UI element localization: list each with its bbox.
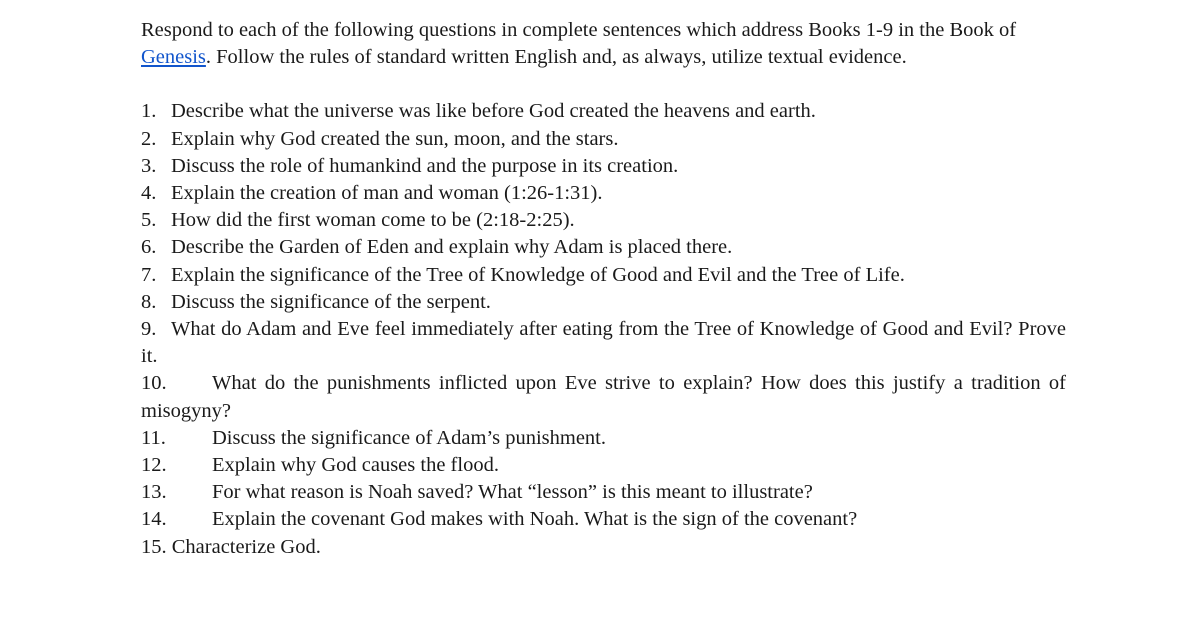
instructions-text-end: . Follow the rules of standard written English and, as always, utilize textual evidence. <box>205 46 907 69</box>
question-number: 1. <box>141 100 157 123</box>
question-text: What do Adam and Eve feel immediately after eating from the Tree of Knowledge of Good and Evil? Prove it. <box>141 318 1066 368</box>
question-text: Characterize God. <box>171 535 321 558</box>
question-text: What do the punishments inflicted upon Eve strive to explain? How does this justify a tradition of misogyny? <box>141 372 1066 422</box>
question-number: 10. <box>141 372 167 395</box>
question-number: 7. <box>141 263 157 286</box>
question-number: 6. <box>141 236 157 259</box>
question-item-11 <box>141 425 1066 452</box>
question-number: 14. <box>141 508 167 531</box>
question-number: 2. <box>141 127 157 150</box>
question-number: 3. <box>141 154 157 177</box>
question-text: Describe the Garden of Eden and explain why Adam is placed there. <box>171 236 733 259</box>
question-text: For what reason is Noah saved? What “lesson” is this meant to illustrate? <box>212 481 813 504</box>
question-text: Discuss the significance of Adam’s punishment. <box>212 426 606 449</box>
question-item-14 <box>141 506 1066 533</box>
question-item-2 <box>141 126 1066 153</box>
document-page <box>141 17 1066 561</box>
question-item-6 <box>141 234 1066 261</box>
question-number: 9. <box>141 318 157 341</box>
question-text: Explain why God causes the flood. <box>212 454 499 477</box>
question-number: 5. <box>141 209 157 232</box>
question-text: Discuss the significance of the serpent. <box>171 290 491 313</box>
question-item-1 <box>141 98 1066 125</box>
question-item-13 <box>141 479 1066 506</box>
question-item-4 <box>141 180 1066 207</box>
question-text: Explain the significance of the Tree of Knowledge of Good and Evil and the Tree of Life. <box>171 263 905 286</box>
instructions-text-start: Respond to each of the following questions in complete sentences which address Books 1-9 in the Book of <box>141 19 1017 41</box>
question-number: 13. <box>141 481 167 504</box>
question-text: Describe what the universe was like before God created the heavens and earth. <box>171 100 816 123</box>
question-item-15 <box>141 534 1066 561</box>
question-number: 15. <box>141 535 167 558</box>
question-text: Discuss the role of humankind and the purpose in its creation. <box>171 154 679 177</box>
question-item-7 <box>141 262 1066 289</box>
question-text: Explain the creation of man and woman (1:26-1:31). <box>171 182 603 205</box>
question-item-3 <box>141 153 1066 180</box>
question-item-5 <box>141 207 1066 234</box>
genesis-link[interactable]: Genesis <box>141 46 206 69</box>
question-item-8 <box>141 289 1066 316</box>
question-text: Explain the covenant God makes with Noah. What is the sign of the covenant? <box>212 508 858 531</box>
question-item-10 <box>141 370 1066 424</box>
question-number: 4. <box>141 182 157 205</box>
question-item-9 <box>141 316 1066 370</box>
question-item-12 <box>141 452 1066 479</box>
question-number: 8. <box>141 290 157 313</box>
instructions-paragraph <box>141 17 1066 71</box>
question-number: 12. <box>141 454 167 477</box>
question-number: 11. <box>141 426 166 449</box>
question-list <box>141 98 1066 560</box>
question-text: How did the first woman come to be (2:18-2:25). <box>171 209 575 232</box>
question-text: Explain why God created the sun, moon, and the stars. <box>171 127 619 150</box>
